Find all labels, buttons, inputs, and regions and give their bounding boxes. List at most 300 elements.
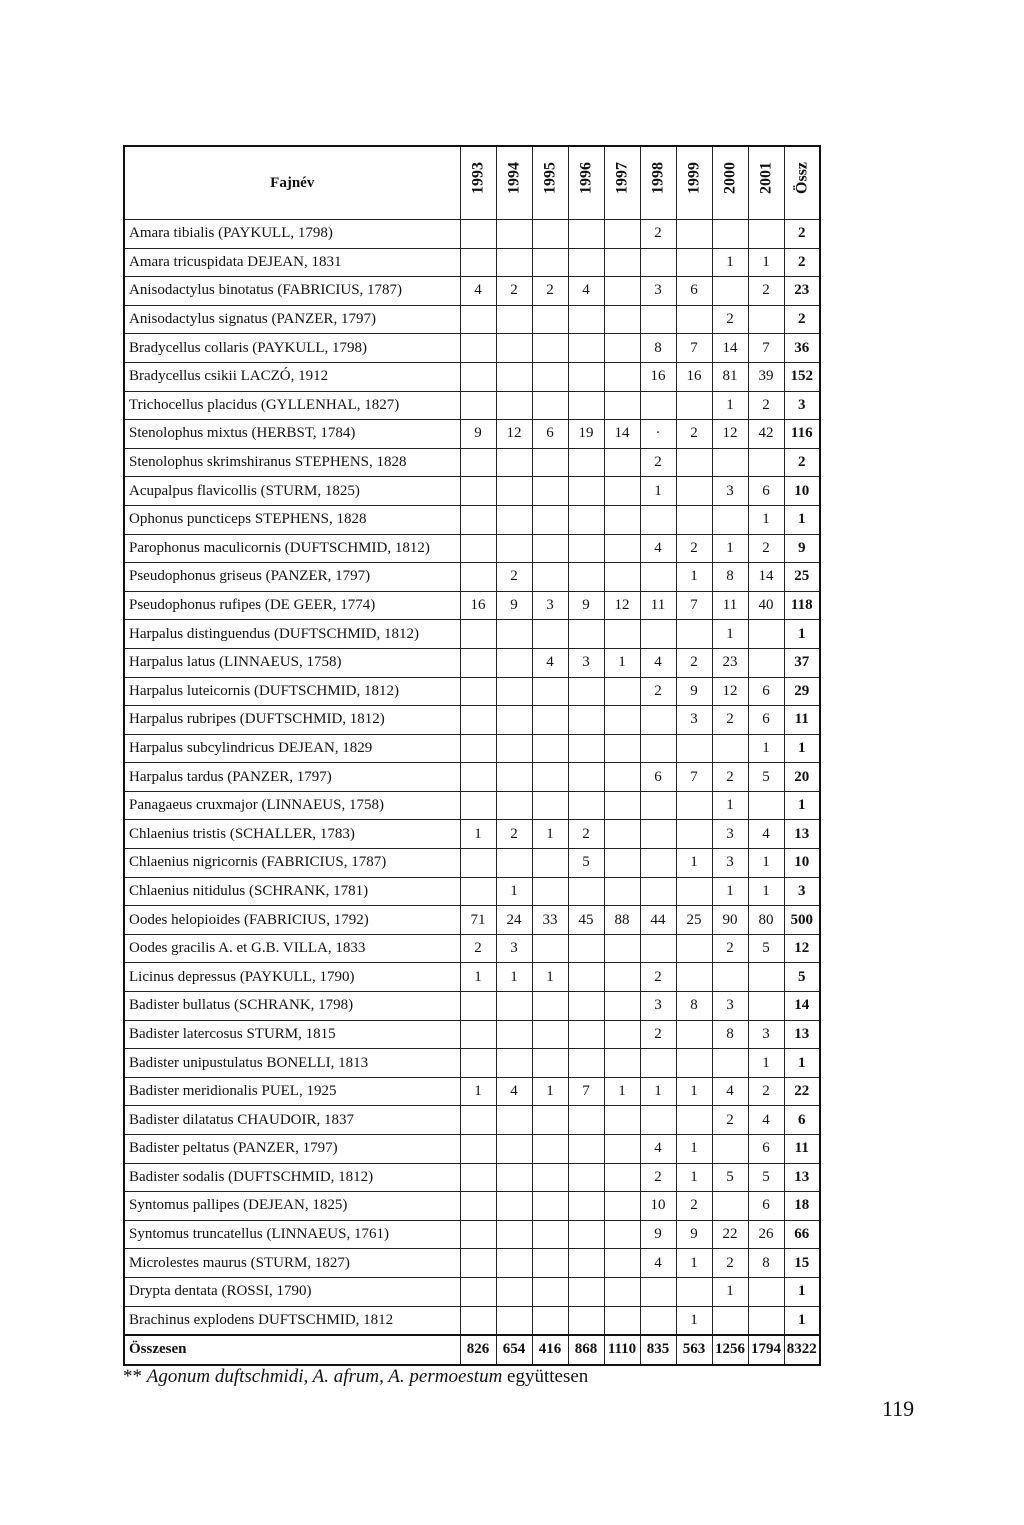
- table-row: [124, 1135, 820, 1164]
- page-number: 119: [882, 1396, 915, 1421]
- species-name: Brachinus explodens DUFTSCHMID, 1812: [124, 1306, 460, 1335]
- count-cell: [568, 1277, 604, 1306]
- species-name: Chlaenius nitidulus (SCHRANK, 1781): [124, 877, 460, 906]
- count-cell: 2: [712, 934, 748, 963]
- count-cell: 6: [748, 1192, 784, 1221]
- count-cell: 7: [748, 334, 784, 363]
- count-cell: [496, 305, 532, 334]
- count-cell: [640, 706, 676, 735]
- count-cell: [532, 1020, 568, 1049]
- total-cell: 25: [784, 563, 820, 592]
- footnote: [123, 1366, 588, 1388]
- count-cell: [676, 391, 712, 420]
- count-cell: 7: [568, 1077, 604, 1106]
- species-name: Stenolophus skrimshiranus STEPHENS, 1828: [124, 448, 460, 477]
- year-header: 1999: [676, 146, 712, 220]
- count-cell: [496, 734, 532, 763]
- count-cell: [604, 877, 640, 906]
- count-cell: [496, 1049, 532, 1078]
- count-cell: [568, 706, 604, 735]
- table-row: [124, 906, 820, 935]
- count-cell: 1: [676, 1077, 712, 1106]
- count-cell: [460, 334, 496, 363]
- count-cell: [676, 963, 712, 992]
- count-cell: 1: [532, 963, 568, 992]
- count-cell: [532, 448, 568, 477]
- table-row: [124, 448, 820, 477]
- count-cell: [460, 1306, 496, 1335]
- total-cell: 37: [784, 648, 820, 677]
- count-cell: [460, 1249, 496, 1278]
- count-cell: [568, 391, 604, 420]
- count-cell: 1: [748, 734, 784, 763]
- total-cell: 500: [784, 906, 820, 935]
- count-cell: [748, 620, 784, 649]
- count-cell: [712, 505, 748, 534]
- count-cell: 3: [496, 934, 532, 963]
- count-cell: 1: [748, 877, 784, 906]
- table-row: [124, 620, 820, 649]
- count-cell: 7: [676, 763, 712, 792]
- count-cell: 26: [748, 1220, 784, 1249]
- total-cell: 18: [784, 1192, 820, 1221]
- count-cell: [748, 992, 784, 1021]
- count-cell: [568, 992, 604, 1021]
- count-cell: [532, 763, 568, 792]
- count-cell: [496, 391, 532, 420]
- count-cell: [604, 248, 640, 277]
- count-cell: 2: [676, 648, 712, 677]
- count-cell: [676, 734, 712, 763]
- total-cell: 1: [784, 620, 820, 649]
- count-cell: [568, 505, 604, 534]
- count-cell: [460, 1049, 496, 1078]
- table-row: [124, 992, 820, 1021]
- count-cell: [496, 477, 532, 506]
- count-cell: 4: [460, 277, 496, 306]
- count-cell: [496, 620, 532, 649]
- count-cell: [460, 505, 496, 534]
- count-cell: 835: [640, 1335, 676, 1365]
- count-cell: [532, 505, 568, 534]
- total-cell: 152: [784, 362, 820, 391]
- count-cell: 1: [460, 820, 496, 849]
- total-cell: 1: [784, 1306, 820, 1335]
- total-cell: 1: [784, 734, 820, 763]
- count-cell: [496, 992, 532, 1021]
- count-cell: 2: [640, 963, 676, 992]
- count-cell: [532, 362, 568, 391]
- count-cell: [748, 648, 784, 677]
- footnote-marker: **: [123, 1366, 142, 1387]
- count-cell: [496, 220, 532, 249]
- header-row: [124, 146, 820, 220]
- count-cell: 2: [712, 1106, 748, 1135]
- footnote-text: együttesen: [507, 1366, 589, 1387]
- count-cell: [604, 220, 640, 249]
- count-cell: 1: [640, 1077, 676, 1106]
- count-cell: 3: [568, 648, 604, 677]
- table-row: [124, 391, 820, 420]
- count-cell: 2: [748, 534, 784, 563]
- count-cell: 654: [496, 1335, 532, 1365]
- species-name: Oodes helopioides (FABRICIUS, 1792): [124, 906, 460, 935]
- species-name: Anisodactylus binotatus (FABRICIUS, 1787): [124, 277, 460, 306]
- count-cell: [532, 1249, 568, 1278]
- count-cell: [460, 1135, 496, 1164]
- count-cell: [532, 1049, 568, 1078]
- count-cell: [640, 934, 676, 963]
- count-cell: [496, 1306, 532, 1335]
- count-cell: [676, 934, 712, 963]
- count-cell: [568, 334, 604, 363]
- count-cell: [532, 934, 568, 963]
- count-cell: 11: [712, 591, 748, 620]
- count-cell: [676, 620, 712, 649]
- species-name: Harpalus tardus (PANZER, 1797): [124, 763, 460, 792]
- count-cell: [604, 477, 640, 506]
- total-cell: 3: [784, 391, 820, 420]
- count-cell: [460, 706, 496, 735]
- count-cell: [496, 362, 532, 391]
- count-cell: 19: [568, 420, 604, 449]
- count-cell: [748, 1306, 784, 1335]
- table-row: [124, 1220, 820, 1249]
- count-cell: 2: [712, 763, 748, 792]
- count-cell: [460, 992, 496, 1021]
- count-cell: 3: [712, 992, 748, 1021]
- count-cell: [496, 1106, 532, 1135]
- total-cell: 5: [784, 963, 820, 992]
- table-row: [124, 1163, 820, 1192]
- count-cell: 8: [640, 334, 676, 363]
- total-cell: 13: [784, 820, 820, 849]
- count-cell: 2: [748, 1077, 784, 1106]
- count-cell: [676, 1020, 712, 1049]
- count-cell: 1794: [748, 1335, 784, 1365]
- count-cell: [532, 1192, 568, 1221]
- table-row: [124, 1020, 820, 1049]
- species-name: Microlestes maurus (STURM, 1827): [124, 1249, 460, 1278]
- count-cell: 826: [460, 1335, 496, 1365]
- count-cell: 5: [748, 763, 784, 792]
- sum-label: Összesen: [124, 1335, 460, 1365]
- table-body: [124, 220, 820, 1365]
- table-row: [124, 563, 820, 592]
- count-cell: [460, 220, 496, 249]
- count-cell: [532, 563, 568, 592]
- count-cell: [712, 1135, 748, 1164]
- count-cell: 2: [640, 1020, 676, 1049]
- count-cell: [604, 934, 640, 963]
- count-cell: [460, 648, 496, 677]
- count-cell: [532, 220, 568, 249]
- count-cell: 14: [748, 563, 784, 592]
- count-cell: [748, 791, 784, 820]
- table-row: [124, 706, 820, 735]
- count-cell: [640, 1106, 676, 1135]
- count-cell: [568, 477, 604, 506]
- species-name: Harpalus rubripes (DUFTSCHMID, 1812): [124, 706, 460, 735]
- count-cell: [532, 706, 568, 735]
- count-cell: [676, 248, 712, 277]
- table-row: [124, 505, 820, 534]
- total-cell: 12: [784, 934, 820, 963]
- count-cell: [604, 1249, 640, 1278]
- species-name: Harpalus subcylindricus DEJEAN, 1829: [124, 734, 460, 763]
- count-cell: [676, 220, 712, 249]
- species-name: Bradycellus csikii LACZÓ, 1912: [124, 362, 460, 391]
- count-cell: [460, 877, 496, 906]
- table-row: [124, 362, 820, 391]
- count-cell: [496, 791, 532, 820]
- species-name: Badister sodalis (DUFTSCHMID, 1812): [124, 1163, 460, 1192]
- total-cell: 3: [784, 877, 820, 906]
- table-row: [124, 648, 820, 677]
- count-cell: 3: [712, 820, 748, 849]
- count-cell: [532, 248, 568, 277]
- count-cell: [532, 334, 568, 363]
- count-cell: [496, 448, 532, 477]
- count-cell: [460, 791, 496, 820]
- count-cell: [604, 277, 640, 306]
- count-cell: [532, 1135, 568, 1164]
- count-cell: [604, 992, 640, 1021]
- year-header: 2000: [712, 146, 748, 220]
- count-cell: [460, 305, 496, 334]
- count-cell: 2: [568, 820, 604, 849]
- count-cell: 14: [604, 420, 640, 449]
- count-cell: 5: [568, 849, 604, 878]
- total-cell: 6: [784, 1106, 820, 1135]
- count-cell: 416: [532, 1335, 568, 1365]
- count-cell: [460, 534, 496, 563]
- count-cell: [604, 1049, 640, 1078]
- count-cell: 1: [676, 1163, 712, 1192]
- count-cell: 8: [712, 1020, 748, 1049]
- count-cell: 23: [712, 648, 748, 677]
- count-cell: 2: [640, 448, 676, 477]
- species-name: Pseudophonus griseus (PANZER, 1797): [124, 563, 460, 592]
- species-name-header: Fajnév: [124, 146, 460, 220]
- count-cell: [640, 820, 676, 849]
- count-cell: 22: [712, 1220, 748, 1249]
- species-name: Amara tricuspidata DEJEAN, 1831: [124, 248, 460, 277]
- count-cell: [496, 1163, 532, 1192]
- count-cell: [676, 477, 712, 506]
- table-row: [124, 1077, 820, 1106]
- count-cell: ·: [640, 420, 676, 449]
- count-cell: [532, 849, 568, 878]
- count-cell: [532, 1106, 568, 1135]
- count-cell: [460, 677, 496, 706]
- count-cell: [460, 477, 496, 506]
- count-cell: [568, 963, 604, 992]
- count-cell: 8: [748, 1249, 784, 1278]
- count-cell: [676, 305, 712, 334]
- count-cell: 1: [712, 391, 748, 420]
- count-cell: [532, 992, 568, 1021]
- count-cell: [496, 1277, 532, 1306]
- count-cell: [568, 362, 604, 391]
- count-cell: 6: [532, 420, 568, 449]
- count-cell: [568, 448, 604, 477]
- total-cell: 2: [784, 448, 820, 477]
- count-cell: [460, 1163, 496, 1192]
- table-row: [124, 477, 820, 506]
- count-cell: [496, 1249, 532, 1278]
- count-cell: [532, 534, 568, 563]
- species-name: Syntomus pallipes (DEJEAN, 1825): [124, 1192, 460, 1221]
- count-cell: [496, 1192, 532, 1221]
- count-cell: [604, 1277, 640, 1306]
- count-cell: [568, 534, 604, 563]
- count-cell: 42: [748, 420, 784, 449]
- count-cell: [640, 391, 676, 420]
- count-cell: [568, 1049, 604, 1078]
- total-cell: 2: [784, 220, 820, 249]
- table-row: [124, 791, 820, 820]
- count-cell: 16: [640, 362, 676, 391]
- count-cell: 40: [748, 591, 784, 620]
- count-cell: [460, 248, 496, 277]
- species-name: Amara tibialis (PAYKULL, 1798): [124, 220, 460, 249]
- total-cell: 22: [784, 1077, 820, 1106]
- species-name: Pseudophonus rufipes (DE GEER, 1774): [124, 591, 460, 620]
- count-cell: [712, 963, 748, 992]
- table-row: [124, 277, 820, 306]
- table-row: [124, 820, 820, 849]
- count-cell: 2: [748, 391, 784, 420]
- count-cell: 2: [748, 277, 784, 306]
- count-cell: [496, 1020, 532, 1049]
- species-name: Badister unipustulatus BONELLI, 1813: [124, 1049, 460, 1078]
- count-cell: [640, 877, 676, 906]
- count-cell: [676, 448, 712, 477]
- count-cell: 1: [748, 505, 784, 534]
- count-cell: 2: [532, 277, 568, 306]
- count-cell: 868: [568, 1335, 604, 1365]
- count-cell: [568, 220, 604, 249]
- species-name: Anisodactylus signatus (PANZER, 1797): [124, 305, 460, 334]
- year-header: 1994: [496, 146, 532, 220]
- total-cell: 2: [784, 248, 820, 277]
- count-cell: [604, 1135, 640, 1164]
- count-cell: 12: [604, 591, 640, 620]
- count-cell: [568, 877, 604, 906]
- count-cell: 1: [748, 1049, 784, 1078]
- total-cell: 66: [784, 1220, 820, 1249]
- count-cell: [640, 248, 676, 277]
- count-cell: [604, 620, 640, 649]
- species-name: Stenolophus mixtus (HERBST, 1784): [124, 420, 460, 449]
- count-cell: [568, 1135, 604, 1164]
- species-name: Badister latercosus STURM, 1815: [124, 1020, 460, 1049]
- table-row: [124, 1106, 820, 1135]
- count-cell: [604, 706, 640, 735]
- species-name: Trichocellus placidus (GYLLENHAL, 1827): [124, 391, 460, 420]
- species-name: Bradycellus collaris (PAYKULL, 1798): [124, 334, 460, 363]
- count-cell: [604, 677, 640, 706]
- species-name: Harpalus latus (LINNAEUS, 1758): [124, 648, 460, 677]
- year-header: 1997: [604, 146, 640, 220]
- count-cell: 1: [640, 477, 676, 506]
- count-cell: 90: [712, 906, 748, 935]
- species-name: Chlaenius nigricornis (FABRICIUS, 1787): [124, 849, 460, 878]
- count-cell: [712, 448, 748, 477]
- count-cell: 6: [748, 677, 784, 706]
- count-cell: 12: [712, 677, 748, 706]
- count-cell: 1: [748, 248, 784, 277]
- species-name: Badister peltatus (PANZER, 1797): [124, 1135, 460, 1164]
- table-row: [124, 1192, 820, 1221]
- count-cell: [568, 734, 604, 763]
- count-cell: 1: [532, 1077, 568, 1106]
- table-row: [124, 305, 820, 334]
- count-cell: [748, 448, 784, 477]
- table-row: [124, 1306, 820, 1335]
- table-row: [124, 420, 820, 449]
- count-cell: [676, 1049, 712, 1078]
- table-row: [124, 877, 820, 906]
- count-cell: 1: [712, 877, 748, 906]
- count-cell: 1: [676, 1135, 712, 1164]
- total-cell: 11: [784, 1135, 820, 1164]
- species-name: Harpalus distinguendus (DUFTSCHMID, 1812): [124, 620, 460, 649]
- count-cell: [532, 477, 568, 506]
- count-cell: 3: [676, 706, 712, 735]
- total-cell: 2: [784, 305, 820, 334]
- species-name: Panagaeus cruxmajor (LINNAEUS, 1758): [124, 791, 460, 820]
- count-cell: [604, 1192, 640, 1221]
- count-cell: [604, 305, 640, 334]
- count-cell: [748, 1277, 784, 1306]
- count-cell: 7: [676, 334, 712, 363]
- count-cell: [604, 1163, 640, 1192]
- year-header: 1993: [460, 146, 496, 220]
- count-cell: [712, 1192, 748, 1221]
- species-name: Parophonus maculicornis (DUFTSCHMID, 1812): [124, 534, 460, 563]
- count-cell: 1: [460, 963, 496, 992]
- count-cell: [496, 534, 532, 563]
- count-cell: [496, 706, 532, 735]
- count-cell: [460, 849, 496, 878]
- count-cell: [604, 734, 640, 763]
- count-cell: [460, 620, 496, 649]
- count-cell: 9: [676, 677, 712, 706]
- count-cell: [712, 1306, 748, 1335]
- count-cell: 9: [568, 591, 604, 620]
- count-cell: [604, 1306, 640, 1335]
- year-header: 1996: [568, 146, 604, 220]
- count-cell: [568, 1306, 604, 1335]
- count-cell: [604, 391, 640, 420]
- count-cell: [496, 763, 532, 792]
- table-row: [124, 963, 820, 992]
- total-cell: 8322: [784, 1335, 820, 1365]
- count-cell: 81: [712, 362, 748, 391]
- count-cell: 3: [748, 1020, 784, 1049]
- total-cell: 10: [784, 477, 820, 506]
- count-cell: 2: [496, 277, 532, 306]
- count-cell: 8: [712, 563, 748, 592]
- count-cell: [640, 563, 676, 592]
- count-cell: 2: [712, 1249, 748, 1278]
- count-cell: 11: [640, 591, 676, 620]
- count-cell: 39: [748, 362, 784, 391]
- count-cell: 1256: [712, 1335, 748, 1365]
- count-cell: 2: [676, 1192, 712, 1221]
